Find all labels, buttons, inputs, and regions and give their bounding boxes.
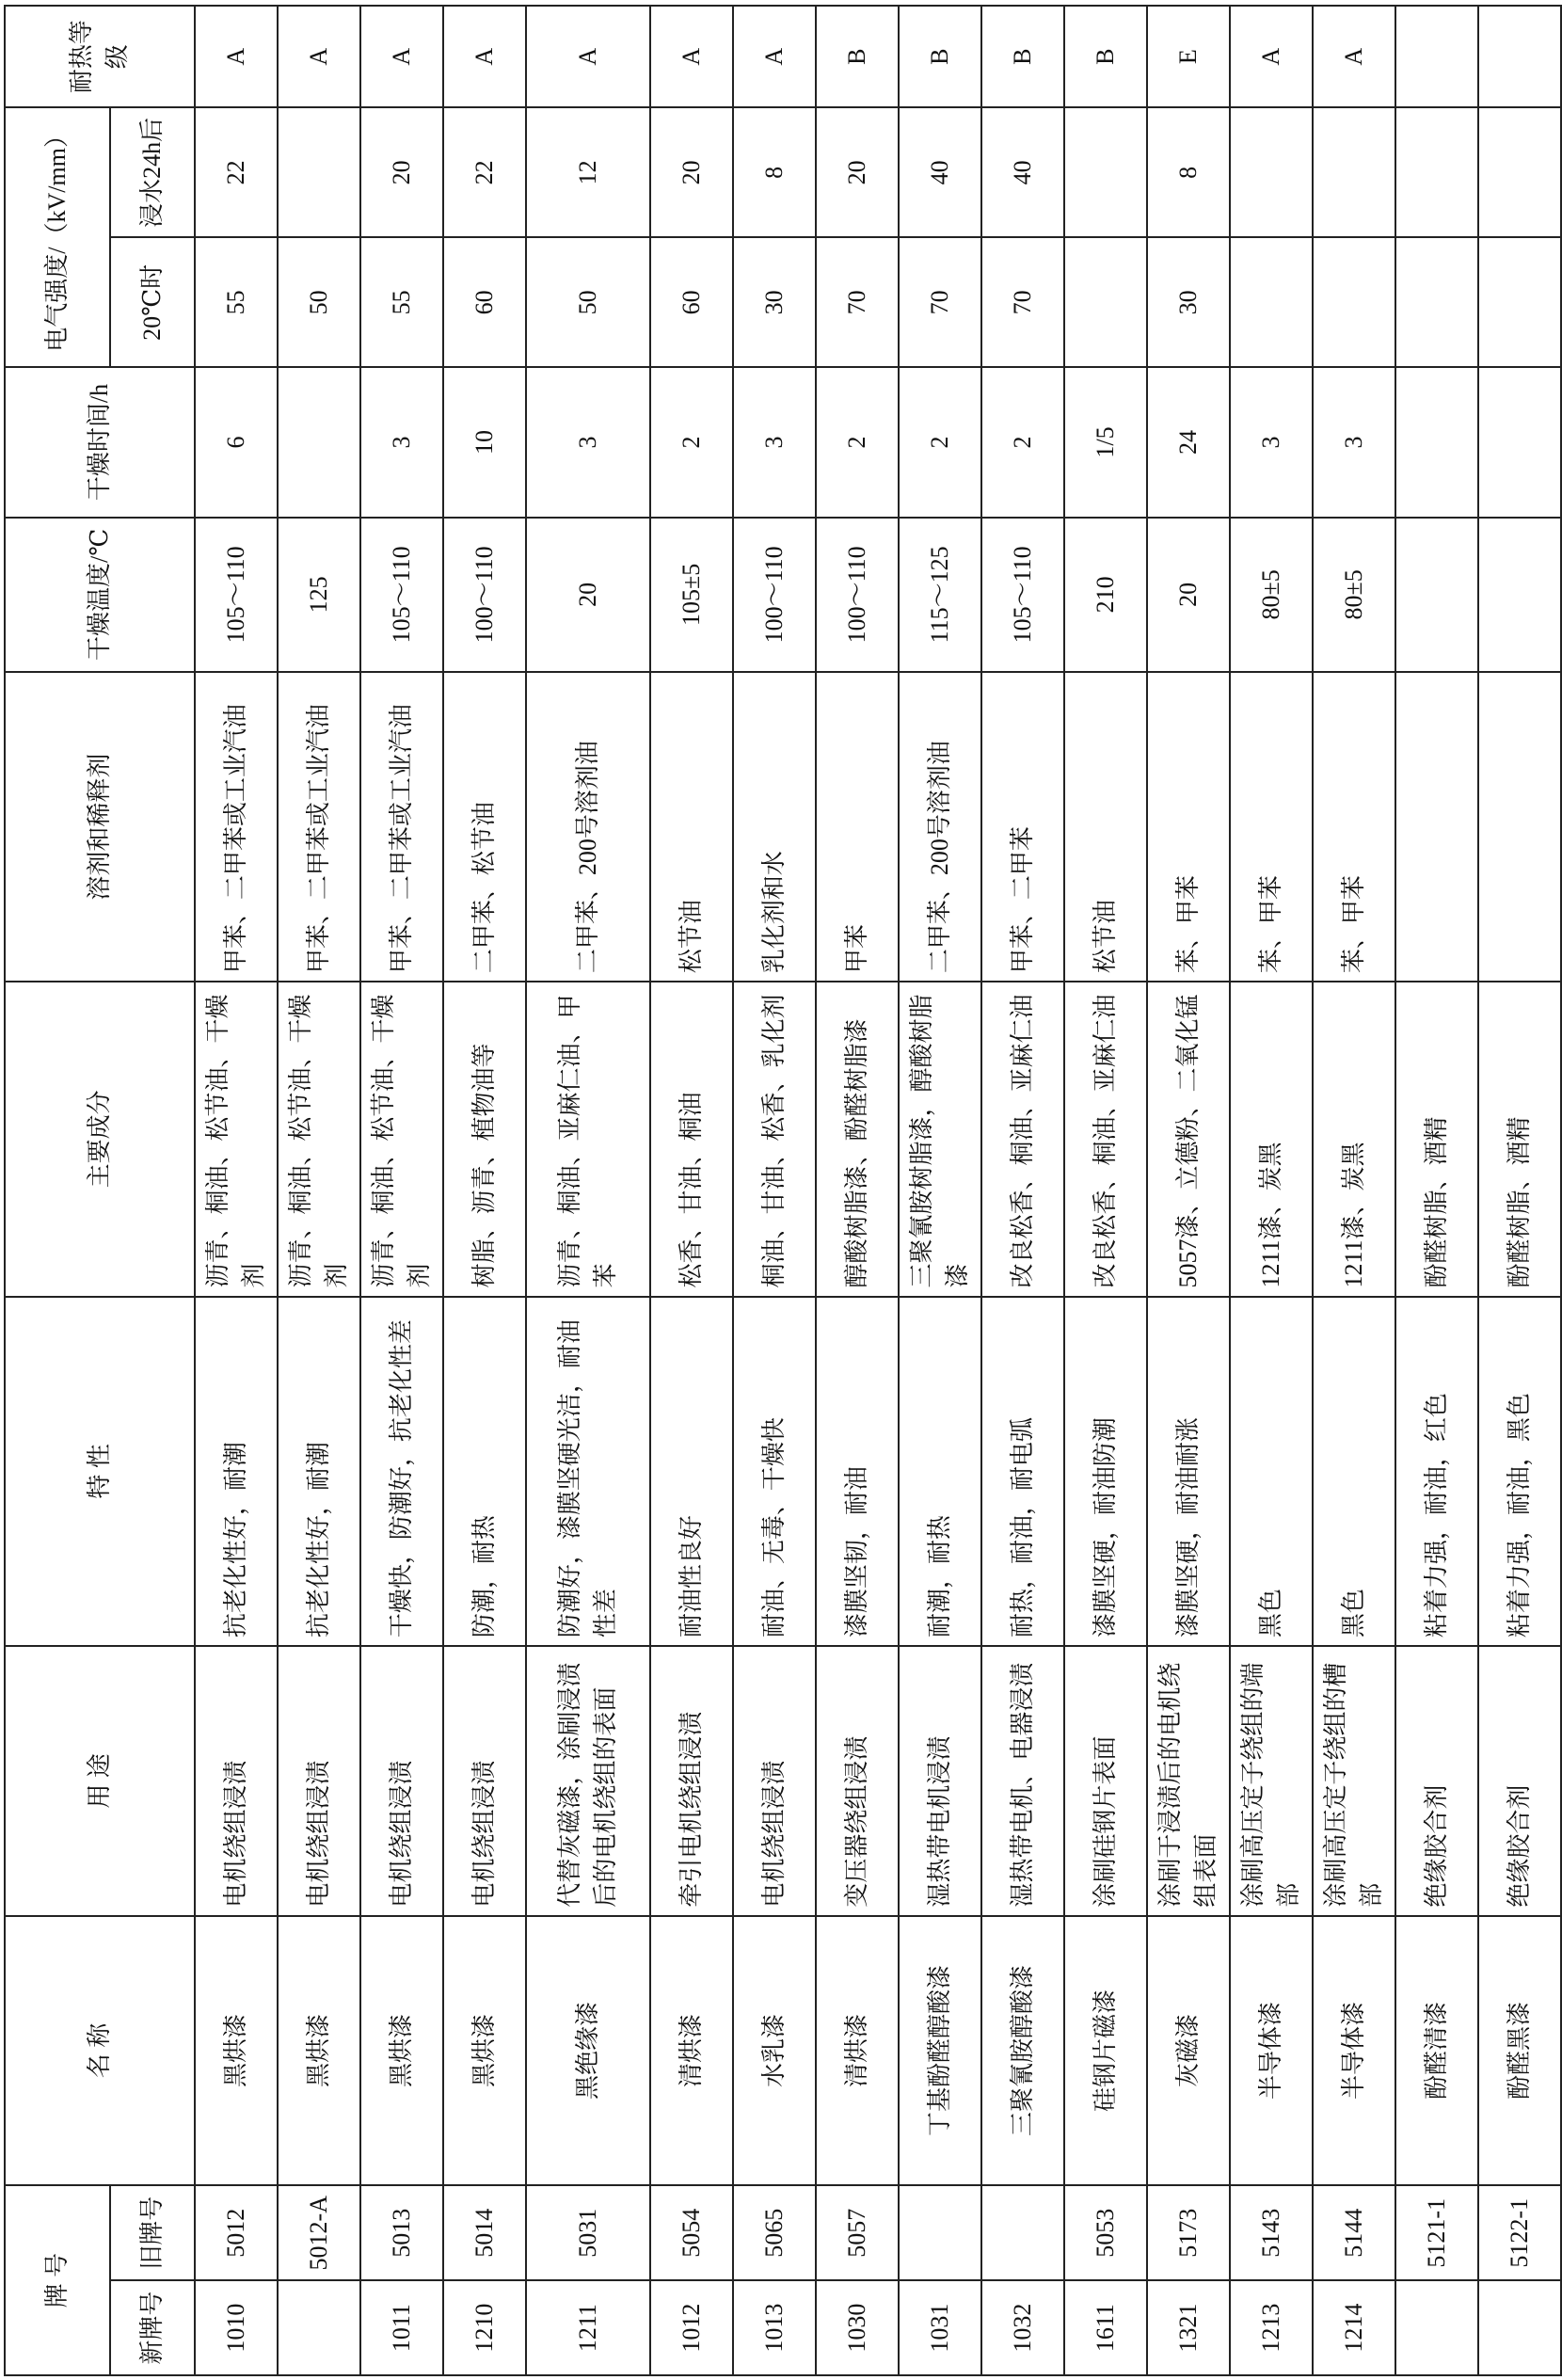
- cell-old-no: 5012: [195, 2185, 278, 2280]
- cell-composition: 改良松香、桐油、亚麻仁油: [1064, 982, 1147, 1296]
- cell-composition: 1211漆、炭黑: [1230, 982, 1313, 1296]
- cell-elec-24h: 22: [195, 107, 278, 237]
- cell-old-no: 5057: [816, 2185, 899, 2280]
- header-use: 用 途: [5, 1646, 195, 1916]
- cell-elec-20c: 60: [650, 237, 733, 367]
- cell-new-no: [1478, 2280, 1561, 2375]
- cell-use: 电机绕组浸渍: [733, 1646, 816, 1916]
- cell-use: 牵引电机绕组浸渍: [650, 1646, 733, 1916]
- cell-old-no: 5031: [526, 2185, 650, 2280]
- header-feature: 特 性: [5, 1297, 195, 1647]
- cell-new-no: 1031: [899, 2280, 981, 2375]
- cell-elec-24h: 12: [526, 107, 650, 237]
- cell-dry-temp: 20: [526, 518, 650, 673]
- cell-use: 涂刷高压定子绕组的槽部: [1313, 1646, 1395, 1916]
- cell-feature: 漆膜坚韧，耐油: [816, 1297, 899, 1647]
- header-at-20c: 20℃时: [110, 237, 195, 367]
- cell-composition: 1211漆、炭黑: [1313, 982, 1395, 1296]
- cell-elec-20c: 70: [816, 237, 899, 367]
- cell-dry-time: 3: [1230, 367, 1313, 517]
- cell-old-no: 5065: [733, 2185, 816, 2280]
- cell-name: 黑烘漆: [195, 1916, 278, 2186]
- cell-feature: 黑色: [1230, 1297, 1313, 1647]
- insulating-varnish-table: [4, 5, 1562, 2376]
- cell-dry-temp: 80±5: [1230, 518, 1313, 673]
- cell-heat-class: A: [360, 6, 443, 107]
- cell-new-no: 1032: [981, 2280, 1064, 2375]
- table-row: [1230, 6, 1313, 2375]
- cell-use: 湿热带电机、电器浸渍: [981, 1646, 1064, 1916]
- cell-dry-temp: 105～110: [981, 518, 1064, 673]
- cell-name: 黑烘漆: [360, 1916, 443, 2186]
- cell-dry-temp: 105±5: [650, 518, 733, 673]
- cell-elec-24h: 40: [899, 107, 981, 237]
- table-row: [443, 6, 526, 2375]
- cell-dry-temp: 105～110: [195, 518, 278, 673]
- cell-dry-time: [1478, 367, 1561, 517]
- cell-use: 电机绕组浸渍: [195, 1646, 278, 1916]
- cell-elec-24h: 22: [443, 107, 526, 237]
- header-elec-strength: 电气强度/（kV/mm）: [5, 107, 110, 367]
- cell-old-no: 5012-A: [278, 2185, 360, 2280]
- cell-heat-class: E: [1147, 6, 1230, 107]
- cell-elec-20c: [1230, 237, 1313, 367]
- cell-elec-20c: 30: [1147, 237, 1230, 367]
- cell-heat-class: [1478, 6, 1561, 107]
- cell-composition: 改良松香、桐油、亚麻仁油: [981, 982, 1064, 1296]
- cell-old-no: 5121-1: [1395, 2185, 1478, 2280]
- cell-heat-class: A: [195, 6, 278, 107]
- cell-elec-24h: 8: [733, 107, 816, 237]
- cell-dry-time: 2: [981, 367, 1064, 517]
- cell-dry-temp: 100～110: [816, 518, 899, 673]
- cell-elec-20c: [1313, 237, 1395, 367]
- header-old-no: 旧牌号: [110, 2185, 195, 2280]
- cell-elec-20c: 70: [981, 237, 1064, 367]
- cell-name: 黑绝缘漆: [526, 1916, 650, 2186]
- cell-composition: 沥青、桐油、松节油、干燥剂: [360, 982, 443, 1296]
- cell-feature: 漆膜坚硬，耐油耐涨: [1147, 1297, 1230, 1647]
- cell-feature: 粘着力强，耐油，黑色: [1478, 1297, 1561, 1647]
- cell-elec-24h: [278, 107, 360, 237]
- cell-elec-20c: 30: [733, 237, 816, 367]
- cell-old-no: 5143: [1230, 2185, 1313, 2280]
- header-dry-time: 干燥时间/h: [5, 367, 195, 517]
- cell-dry-time: [1395, 367, 1478, 517]
- cell-feature: 耐油性良好: [650, 1297, 733, 1647]
- cell-heat-class: A: [1313, 6, 1395, 107]
- header-name: 名 称: [5, 1916, 195, 2186]
- cell-feature: 粘着力强，耐油，红色: [1395, 1297, 1478, 1647]
- table-row: [526, 6, 650, 2375]
- cell-dry-temp: 210: [1064, 518, 1147, 673]
- cell-elec-24h: 8: [1147, 107, 1230, 237]
- cell-composition: 沥青、桐油、亚麻仁油、甲苯: [526, 982, 650, 1296]
- cell-solvent: 乳化剂和水: [733, 672, 816, 982]
- cell-old-no: 5122-1: [1478, 2185, 1561, 2280]
- cell-new-no: 1013: [733, 2280, 816, 2375]
- header-brand: 牌 号: [5, 2185, 110, 2375]
- cell-dry-temp: 100～110: [443, 518, 526, 673]
- cell-dry-time: 2: [650, 367, 733, 517]
- cell-elec-20c: 55: [195, 237, 278, 367]
- cell-dry-time: [278, 367, 360, 517]
- cell-solvent: [1395, 672, 1478, 982]
- cell-elec-20c: [1064, 237, 1147, 367]
- cell-name: 硅钢片磁漆: [1064, 1916, 1147, 2186]
- cell-heat-class: A: [1230, 6, 1313, 107]
- cell-name: 半导体漆: [1313, 1916, 1395, 2186]
- table-row: [1147, 6, 1230, 2375]
- cell-name: 清烘漆: [650, 1916, 733, 2186]
- cell-dry-temp: [1478, 518, 1561, 673]
- cell-elec-20c: 70: [899, 237, 981, 367]
- cell-solvent: 松节油: [1064, 672, 1147, 982]
- table-row: [195, 6, 278, 2375]
- cell-elec-24h: 20: [360, 107, 443, 237]
- cell-dry-temp: 100～110: [733, 518, 816, 673]
- table-row: [278, 6, 360, 2375]
- cell-feature: 干燥快，防潮好，抗老化性差: [360, 1297, 443, 1647]
- cell-new-no: 1210: [443, 2280, 526, 2375]
- cell-composition: 酚醛树脂、酒精: [1395, 982, 1478, 1296]
- cell-elec-20c: 55: [360, 237, 443, 367]
- cell-name: 灰磁漆: [1147, 1916, 1230, 2186]
- table-row: [1478, 6, 1561, 2375]
- cell-new-no: 1030: [816, 2280, 899, 2375]
- cell-old-no: 5013: [360, 2185, 443, 2280]
- cell-name: 清烘漆: [816, 1916, 899, 2186]
- cell-solvent: 二甲苯、200号溶剂油: [526, 672, 650, 982]
- cell-elec-24h: [1478, 107, 1561, 237]
- cell-dry-temp: 105～110: [360, 518, 443, 673]
- table-row: [360, 6, 443, 2375]
- cell-feature: 抗老化性好，耐潮: [278, 1297, 360, 1647]
- cell-feature: 耐潮，耐热: [899, 1297, 981, 1647]
- cell-heat-class: A: [443, 6, 526, 107]
- cell-dry-time: 3: [1313, 367, 1395, 517]
- cell-solvent: 苯、甲苯: [1147, 672, 1230, 982]
- cell-use: 变压器绕组浸渍: [816, 1646, 899, 1916]
- cell-solvent: 苯、甲苯: [1230, 672, 1313, 982]
- cell-solvent: 甲苯、二甲苯或工业汽油: [360, 672, 443, 982]
- cell-old-no: 5014: [443, 2185, 526, 2280]
- cell-use: 涂刷于浸渍后的电机绕组表面: [1147, 1646, 1230, 1916]
- cell-feature: 漆膜坚硬，耐油防潮: [1064, 1297, 1147, 1647]
- cell-composition: 树脂、沥青、植物油等: [443, 982, 526, 1296]
- cell-use: 涂刷高压定子绕组的端部: [1230, 1646, 1313, 1916]
- cell-solvent: 松节油: [650, 672, 733, 982]
- cell-elec-20c: 50: [278, 237, 360, 367]
- cell-use: 绝缘胶合剂: [1395, 1646, 1478, 1916]
- cell-dry-temp: [1395, 518, 1478, 673]
- cell-old-no: 5173: [1147, 2185, 1230, 2280]
- cell-name: 黑烘漆: [443, 1916, 526, 2186]
- cell-new-no: [278, 2280, 360, 2375]
- cell-dry-time: 2: [816, 367, 899, 517]
- cell-elec-20c: 50: [526, 237, 650, 367]
- cell-feature: 抗老化性好，耐潮: [195, 1297, 278, 1647]
- cell-name: 半导体漆: [1230, 1916, 1313, 2186]
- cell-feature: 耐热，耐油，耐电弧: [981, 1297, 1064, 1647]
- cell-composition: 沥青、桐油、松节油、干燥剂: [278, 982, 360, 1296]
- cell-old-no: [981, 2185, 1064, 2280]
- cell-dry-time: 24: [1147, 367, 1230, 517]
- cell-feature: 防潮，耐热: [443, 1297, 526, 1647]
- cell-dry-temp: 115～125: [899, 518, 981, 673]
- cell-name: 三聚氰胺醇酸漆: [981, 1916, 1064, 2186]
- cell-name: 酚醛黑漆: [1478, 1916, 1561, 2186]
- cell-new-no: 1211: [526, 2280, 650, 2375]
- cell-heat-class: [1395, 6, 1478, 107]
- table-row: [981, 6, 1064, 2375]
- cell-new-no: [1395, 2280, 1478, 2375]
- cell-use: 电机绕组浸渍: [443, 1646, 526, 1916]
- cell-name: 丁基酚醛醇酸漆: [899, 1916, 981, 2186]
- cell-new-no: 1010: [195, 2280, 278, 2375]
- cell-heat-class: B: [981, 6, 1064, 107]
- cell-old-no: 5054: [650, 2185, 733, 2280]
- cell-heat-class: B: [1064, 6, 1147, 107]
- cell-new-no: 1213: [1230, 2280, 1313, 2375]
- header-dry-temp: 干燥温度/℃: [5, 518, 195, 673]
- cell-solvent: 甲苯、二甲苯或工业汽油: [278, 672, 360, 982]
- cell-use: 代替灰磁漆，涂刷浸渍后的电机绕组的表面: [526, 1646, 650, 1916]
- cell-composition: 松香、甘油、桐油: [650, 982, 733, 1296]
- cell-new-no: 1611: [1064, 2280, 1147, 2375]
- header-new-no: 新牌号: [110, 2280, 195, 2375]
- cell-elec-24h: 20: [650, 107, 733, 237]
- table-row: [899, 6, 981, 2375]
- cell-elec-24h: 40: [981, 107, 1064, 237]
- table-row: [1313, 6, 1395, 2375]
- cell-dry-time: 3: [360, 367, 443, 517]
- cell-new-no: 1321: [1147, 2280, 1230, 2375]
- cell-heat-class: A: [733, 6, 816, 107]
- table-row: [1395, 6, 1478, 2375]
- cell-new-no: 1214: [1313, 2280, 1395, 2375]
- cell-name: 黑烘漆: [278, 1916, 360, 2186]
- cell-elec-24h: [1230, 107, 1313, 237]
- cell-use: 涂刷硅钢片表面: [1064, 1646, 1147, 1916]
- cell-feature: 耐油、无毒、干燥快: [733, 1297, 816, 1647]
- cell-elec-20c: [1395, 237, 1478, 367]
- cell-dry-time: 3: [526, 367, 650, 517]
- cell-composition: 沥青、桐油、松节油、干燥剂: [195, 982, 278, 1296]
- cell-use: 电机绕组浸渍: [278, 1646, 360, 1916]
- header-heat-class: 耐热等级: [5, 6, 195, 107]
- cell-heat-class: B: [899, 6, 981, 107]
- cell-dry-time: 3: [733, 367, 816, 517]
- cell-elec-20c: 60: [443, 237, 526, 367]
- cell-dry-time: 1/5: [1064, 367, 1147, 517]
- cell-feature: 防潮好，漆膜坚硬光洁，耐油性差: [526, 1297, 650, 1647]
- cell-old-no: 5144: [1313, 2185, 1395, 2280]
- cell-old-no: 5053: [1064, 2185, 1147, 2280]
- table-row: [816, 6, 899, 2375]
- cell-solvent: 二甲苯、200号溶剂油: [899, 672, 981, 982]
- cell-heat-class: B: [816, 6, 899, 107]
- cell-composition: 酚醛树脂、酒精: [1478, 982, 1561, 1296]
- cell-elec-24h: [1395, 107, 1478, 237]
- header-composition: 主要成分: [5, 982, 195, 1296]
- cell-elec-20c: [1478, 237, 1561, 367]
- cell-elec-24h: [1313, 107, 1395, 237]
- cell-new-no: 1012: [650, 2280, 733, 2375]
- cell-solvent: [1478, 672, 1561, 982]
- cell-composition: 5057漆、立德粉、二氧化锰: [1147, 982, 1230, 1296]
- cell-heat-class: A: [526, 6, 650, 107]
- cell-solvent: 甲苯: [816, 672, 899, 982]
- cell-heat-class: A: [650, 6, 733, 107]
- cell-dry-time: 10: [443, 367, 526, 517]
- cell-composition: 醇酸树脂漆、酚醛树脂漆: [816, 982, 899, 1296]
- cell-heat-class: A: [278, 6, 360, 107]
- cell-dry-temp: 125: [278, 518, 360, 673]
- cell-old-no: [899, 2185, 981, 2280]
- cell-elec-24h: 20: [816, 107, 899, 237]
- cell-dry-time: 2: [899, 367, 981, 517]
- cell-use: 绝缘胶合剂: [1478, 1646, 1561, 1916]
- cell-name: 水乳漆: [733, 1916, 816, 2186]
- cell-use: 电机绕组浸渍: [360, 1646, 443, 1916]
- cell-dry-time: 6: [195, 367, 278, 517]
- cell-composition: 桐油、甘油、松香、乳化剂: [733, 982, 816, 1296]
- cell-feature: 黑色: [1313, 1297, 1395, 1647]
- cell-name: 酚醛清漆: [1395, 1916, 1478, 2186]
- cell-composition: 三聚氰胺树脂漆，醇酸树脂漆: [899, 982, 981, 1296]
- cell-new-no: 1011: [360, 2280, 443, 2375]
- header-after-24h: 浸水24h后: [110, 107, 195, 237]
- table-row: [1064, 6, 1147, 2375]
- cell-use: 湿热带电机浸渍: [899, 1646, 981, 1916]
- table-row: [650, 6, 733, 2375]
- table-row: [733, 6, 816, 2375]
- cell-solvent: 甲苯、二甲苯: [981, 672, 1064, 982]
- cell-elec-24h: [1064, 107, 1147, 237]
- header-solvent: 溶剂和稀释剂: [5, 672, 195, 982]
- cell-dry-temp: 80±5: [1313, 518, 1395, 673]
- cell-solvent: 二甲苯、松节油: [443, 672, 526, 982]
- cell-solvent: 甲苯、二甲苯或工业汽油: [195, 672, 278, 982]
- cell-solvent: 苯、甲苯: [1313, 672, 1395, 982]
- cell-dry-temp: 20: [1147, 518, 1230, 673]
